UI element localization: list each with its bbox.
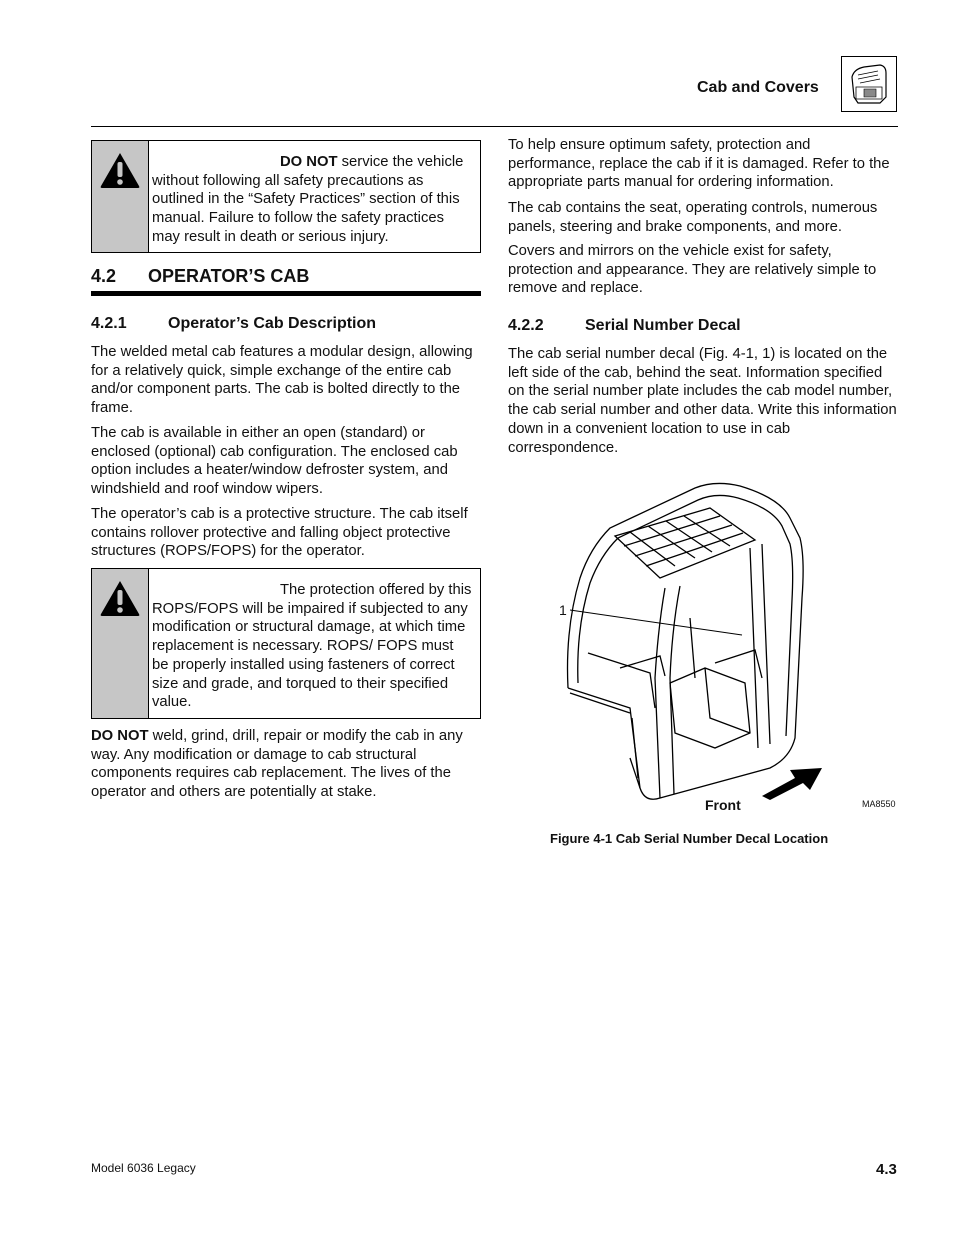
paragraph-do-not-weld: DO NOT weld, grind, drill, repair or modify the cab in any way. Any modification or damage to cab structural components requires cab replacement. The lives of the operator and others are potentially at stake. [91, 728, 463, 801]
paragraph-covers: Covers and mirrors on the vehicle exist for safety, protection and appearance. They are relatively simple to remove and replace. [508, 243, 877, 297]
warning-triangle-icon [99, 151, 141, 189]
cab-figure [540, 478, 900, 818]
header-rule [91, 126, 898, 127]
paragraph-replace: To help ensure optimum safety, protection and performance, replace the cab if it is damaged. Refer to the appropriate parts manual for ordering information. [508, 137, 890, 191]
figure-code: MA8550 [862, 799, 896, 809]
cab-thumbnail-icon [841, 56, 897, 112]
callout-number: 1 [559, 602, 567, 618]
paragraph-rops: The operator’s cab is a protective structure. The cab itself contains rollover protective and falling object protective structures (ROPS/FOPS) for the operator. [91, 506, 468, 560]
footer-model: Model 6036 Legacy [91, 1161, 196, 1175]
paragraph-configuration: The cab is available in either an open (standard) or enclosed (optional) cab configuration. The enclosed cab option includes a heater/window defroster system, and windshield and roof window wipers. [91, 425, 458, 498]
section-heading: 4.2 OPERATOR’S CAB [91, 266, 310, 286]
page-number: 4.3 [876, 1161, 897, 1178]
header-title: Cab and Covers [697, 79, 819, 96]
paragraph-modular: The welded metal cab features a modular design, allowing for a relatively quick, simple exchange of the entire cab and/or component parts. The cab is bolted directly to the frame. [91, 344, 473, 417]
warning-triangle-icon [99, 579, 141, 617]
warning-box-rops [91, 568, 481, 719]
section-rule [91, 291, 481, 296]
paragraph-serial-decal: The cab serial number decal (Fig. 4-1, 1) is located on the left side of the cab, behind the seat. Information specified on the serial number plate includes the cab model number, the cab serial number and other data. Write this information down in a convenient location to use in cab correspondence. [508, 346, 897, 456]
cab-illustration [540, 478, 900, 818]
front-label: Front [705, 797, 741, 813]
subsection-heading-description: 4.2.1 Operator’s Cab Description [91, 315, 377, 332]
warning-box-service [91, 140, 481, 253]
figure-caption: Figure 4-1 Cab Serial Number Decal Location [550, 831, 829, 846]
warning-bar [92, 141, 149, 252]
warning-text: DO NOT service the vehicle without following all safety precautions as outlined in the “Safety Practices” section of this manual. Failure to follow the safety practices may result in death or serious injury. [152, 154, 464, 245]
subsection-heading-serial: 4.2.2 Serial Number Decal [508, 317, 741, 334]
warning-bar [92, 569, 149, 718]
warning-text: The protection offered by this ROPS/FOPS will be impaired if subjected to any modification or structural damage, at which time replacement is necessary. ROPS/ FOPS must be properly installed using fasteners of correct size and grade, and torqued to their specified value. [152, 582, 472, 711]
paragraph-contents: The cab contains the seat, operating controls, numerous panels, steering and brake components, and more. [508, 200, 878, 235]
